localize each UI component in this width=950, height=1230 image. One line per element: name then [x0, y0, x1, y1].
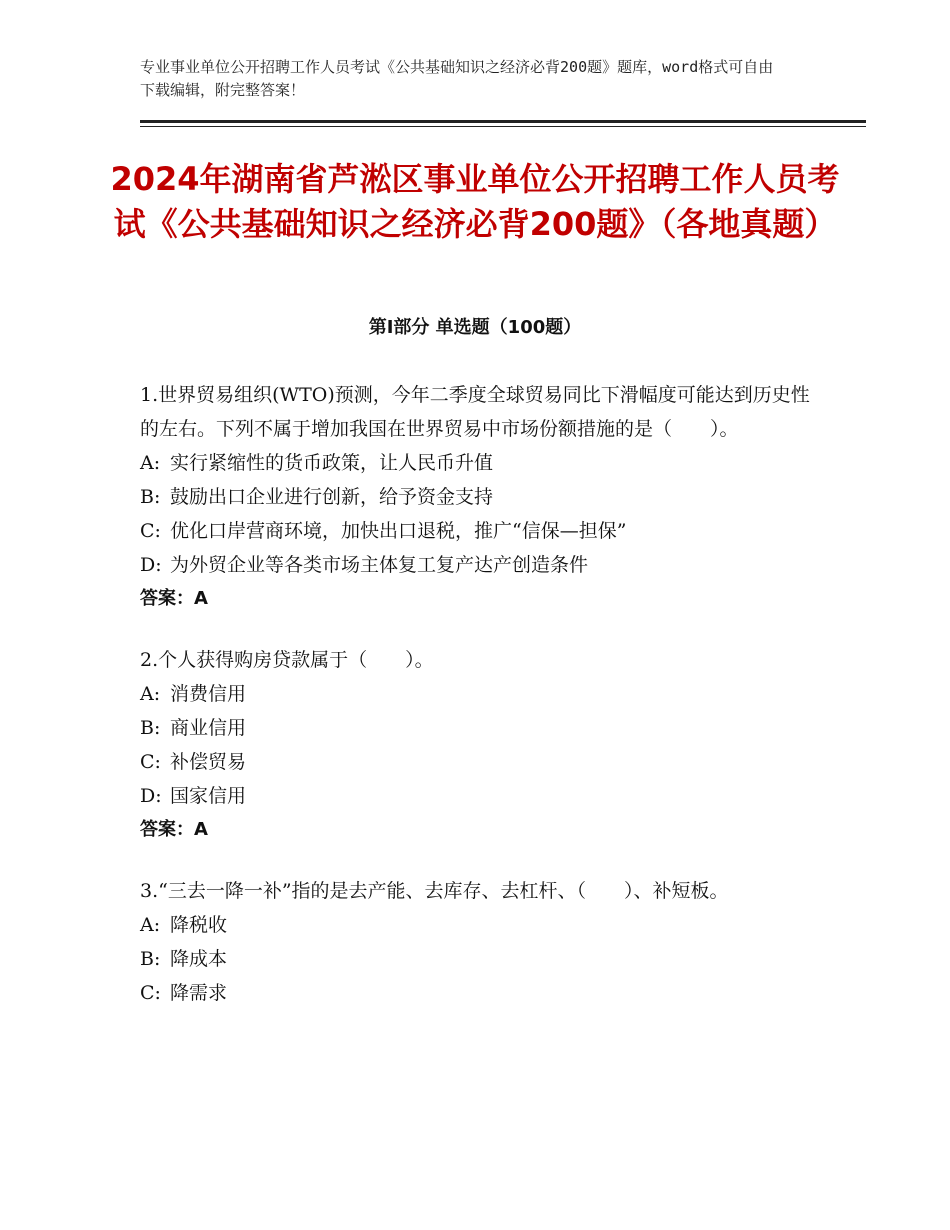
question-list	[140, 378, 810, 1037]
option-key: B:	[140, 717, 161, 739]
option-key: D:	[140, 554, 162, 576]
option-d	[140, 779, 810, 813]
option-text: 降需求	[170, 982, 228, 1004]
option-a	[140, 677, 810, 711]
option-text: 鼓励出口企业进行创新，给予资金支持	[170, 486, 494, 508]
answer: 答案：A	[140, 588, 208, 609]
option-c	[140, 514, 810, 548]
question-stem: 3.“三去一降一补”指的是去产能、去库存、去杠杆、（ ）、补短板。	[140, 880, 729, 902]
question-1	[140, 378, 810, 616]
option-b	[140, 711, 810, 745]
option-text: 补偿贸易	[170, 751, 247, 773]
section-heading: 第Ⅰ部分 单选题（100题）	[368, 317, 582, 338]
option-d	[140, 548, 810, 582]
option-key: A:	[140, 914, 161, 936]
option-a	[140, 908, 810, 942]
option-text: 降税收	[170, 914, 228, 936]
option-text: 国家信用	[170, 785, 247, 807]
question-stem: 2.个人获得购房贷款属于（ ）。	[140, 649, 434, 671]
option-key: A:	[140, 452, 161, 474]
option-text: 消费信用	[170, 683, 247, 705]
option-key: D:	[140, 785, 162, 807]
header-divider-thick	[140, 120, 866, 123]
option-c	[140, 976, 810, 1010]
option-a	[140, 446, 810, 480]
header-note: 专业事业单位公开招聘工作人员考试《公共基础知识之经济必背200题》题库，word格式可自由下载编辑，附完整答案！	[140, 58, 774, 99]
question-stem: 1.世界贸易组织(WTO)预测，今年二季度全球贸易同比下滑幅度可能达到历史性的左右。下列不属于增加我国在世界贸易中市场份额措施的是（ ）。	[140, 384, 810, 440]
option-b	[140, 480, 810, 514]
question-3	[140, 874, 810, 1010]
option-key: A:	[140, 683, 161, 705]
option-b	[140, 942, 810, 976]
option-text: 实行紧缩性的货币政策，让人民币升值	[170, 452, 494, 474]
option-key: B:	[140, 948, 161, 970]
option-c	[140, 745, 810, 779]
option-key: C:	[140, 982, 161, 1004]
option-key: C:	[140, 520, 161, 542]
document-title: 2024年湖南省芦淞区事业单位公开招聘工作人员考试《公共基础知识之经济必背200题》（各地真题）	[110, 160, 840, 243]
option-text: 为外贸企业等各类市场主体复工复产达产创造条件	[170, 554, 589, 576]
option-key: B:	[140, 486, 161, 508]
answer: 答案：A	[140, 819, 208, 840]
option-text: 优化口岸营商环境，加快出口退税，推广“信保—担保”	[170, 520, 627, 542]
option-key: C:	[140, 751, 161, 773]
option-text: 降成本	[170, 948, 228, 970]
header-divider-thin	[140, 126, 866, 127]
question-2	[140, 643, 810, 847]
option-text: 商业信用	[170, 717, 247, 739]
